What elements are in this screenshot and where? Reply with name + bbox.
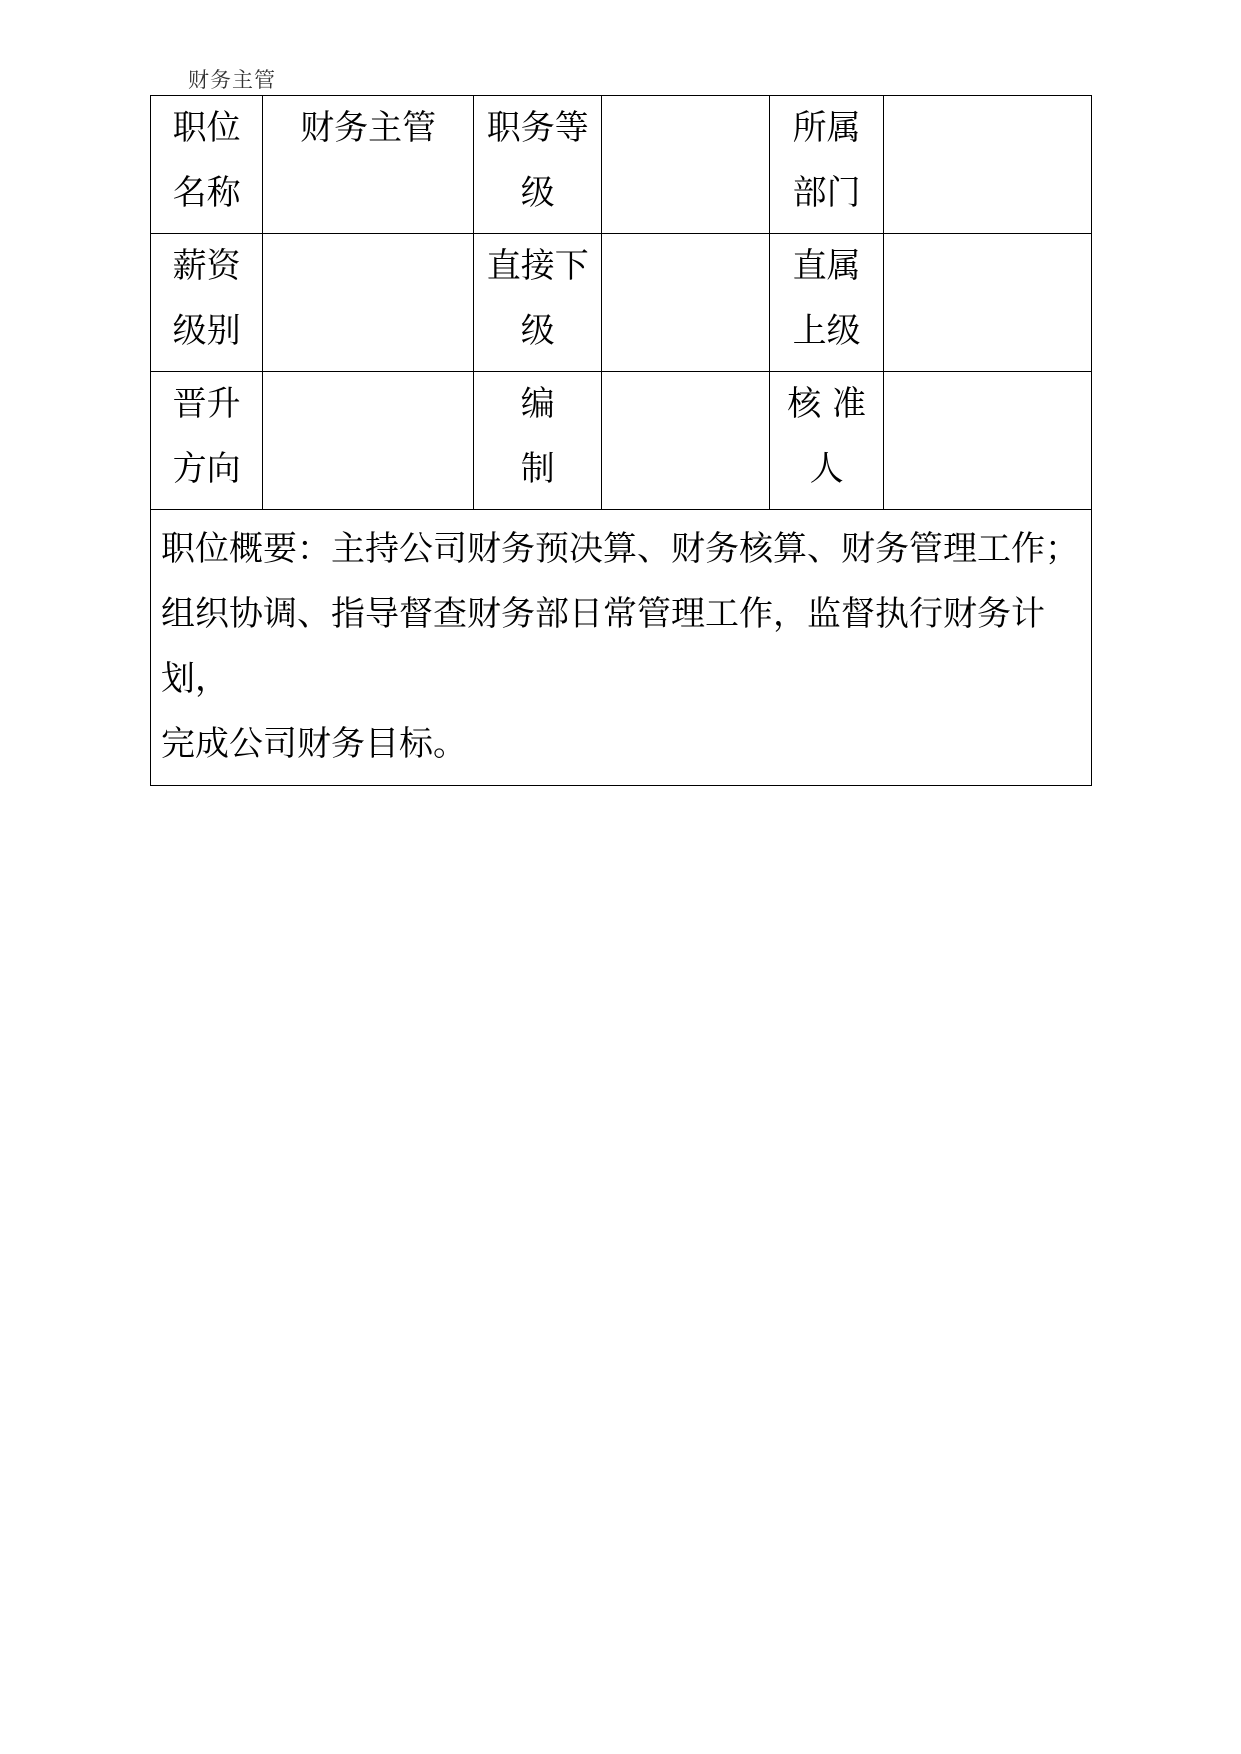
label-position-name (151, 96, 263, 234)
table-row (151, 372, 1092, 510)
label-line: 方向 (172, 449, 241, 489)
value-promotion-direction (263, 372, 474, 510)
label-direct-subordinates (474, 234, 602, 372)
label-department (769, 96, 883, 234)
label-promotion-direction (151, 372, 263, 510)
label-salary-level (151, 234, 263, 372)
label-line: 职位 (172, 108, 241, 148)
value-job-grade (602, 96, 770, 234)
summary-line: 完成公司财务目标。 (161, 724, 467, 764)
value-department (884, 96, 1092, 234)
value-prepared-by (602, 372, 770, 510)
label-line: 名称 (172, 173, 241, 213)
value-direct-subordinates (602, 234, 770, 372)
label-line: 级 (520, 173, 555, 213)
label-line: 核 准 (787, 384, 867, 424)
value-direct-superior (884, 234, 1092, 372)
label-line: 职务等 (486, 108, 589, 148)
label-line: 晋升 (172, 384, 241, 424)
label-prepared-by (474, 372, 602, 510)
value-text: 财务主管 (300, 108, 437, 148)
table-row (151, 510, 1092, 786)
table-row (151, 234, 1092, 372)
label-approved-by (769, 372, 883, 510)
label-direct-superior (769, 234, 883, 372)
label-line: 直属 (792, 246, 861, 286)
value-salary-level (263, 234, 474, 372)
label-line: 薪资 (172, 246, 241, 286)
summary-line: 职位概要：主持公司财务预决算、财务核算、财务管理工作； (161, 529, 1079, 569)
page-header-title: 财务主管 (188, 68, 276, 92)
label-line: 部门 (792, 173, 861, 213)
position-summary (151, 510, 1092, 786)
label-job-grade (474, 96, 602, 234)
label-line: 级别 (172, 311, 241, 351)
job-description-table (150, 95, 1092, 786)
value-position-name (263, 96, 474, 234)
label-line: 人 (809, 449, 844, 489)
table-row (151, 96, 1092, 234)
label-line: 所属 (792, 108, 861, 148)
value-approved-by (884, 372, 1092, 510)
label-line: 制 (520, 449, 555, 489)
label-line: 编 (520, 384, 555, 424)
label-line: 直接下 (486, 246, 589, 286)
label-line: 上级 (792, 311, 861, 351)
summary-line: 组织协调、指导督查财务部日常管理工作，监督执行财务计划， (161, 594, 1045, 699)
label-line: 级 (520, 311, 555, 351)
